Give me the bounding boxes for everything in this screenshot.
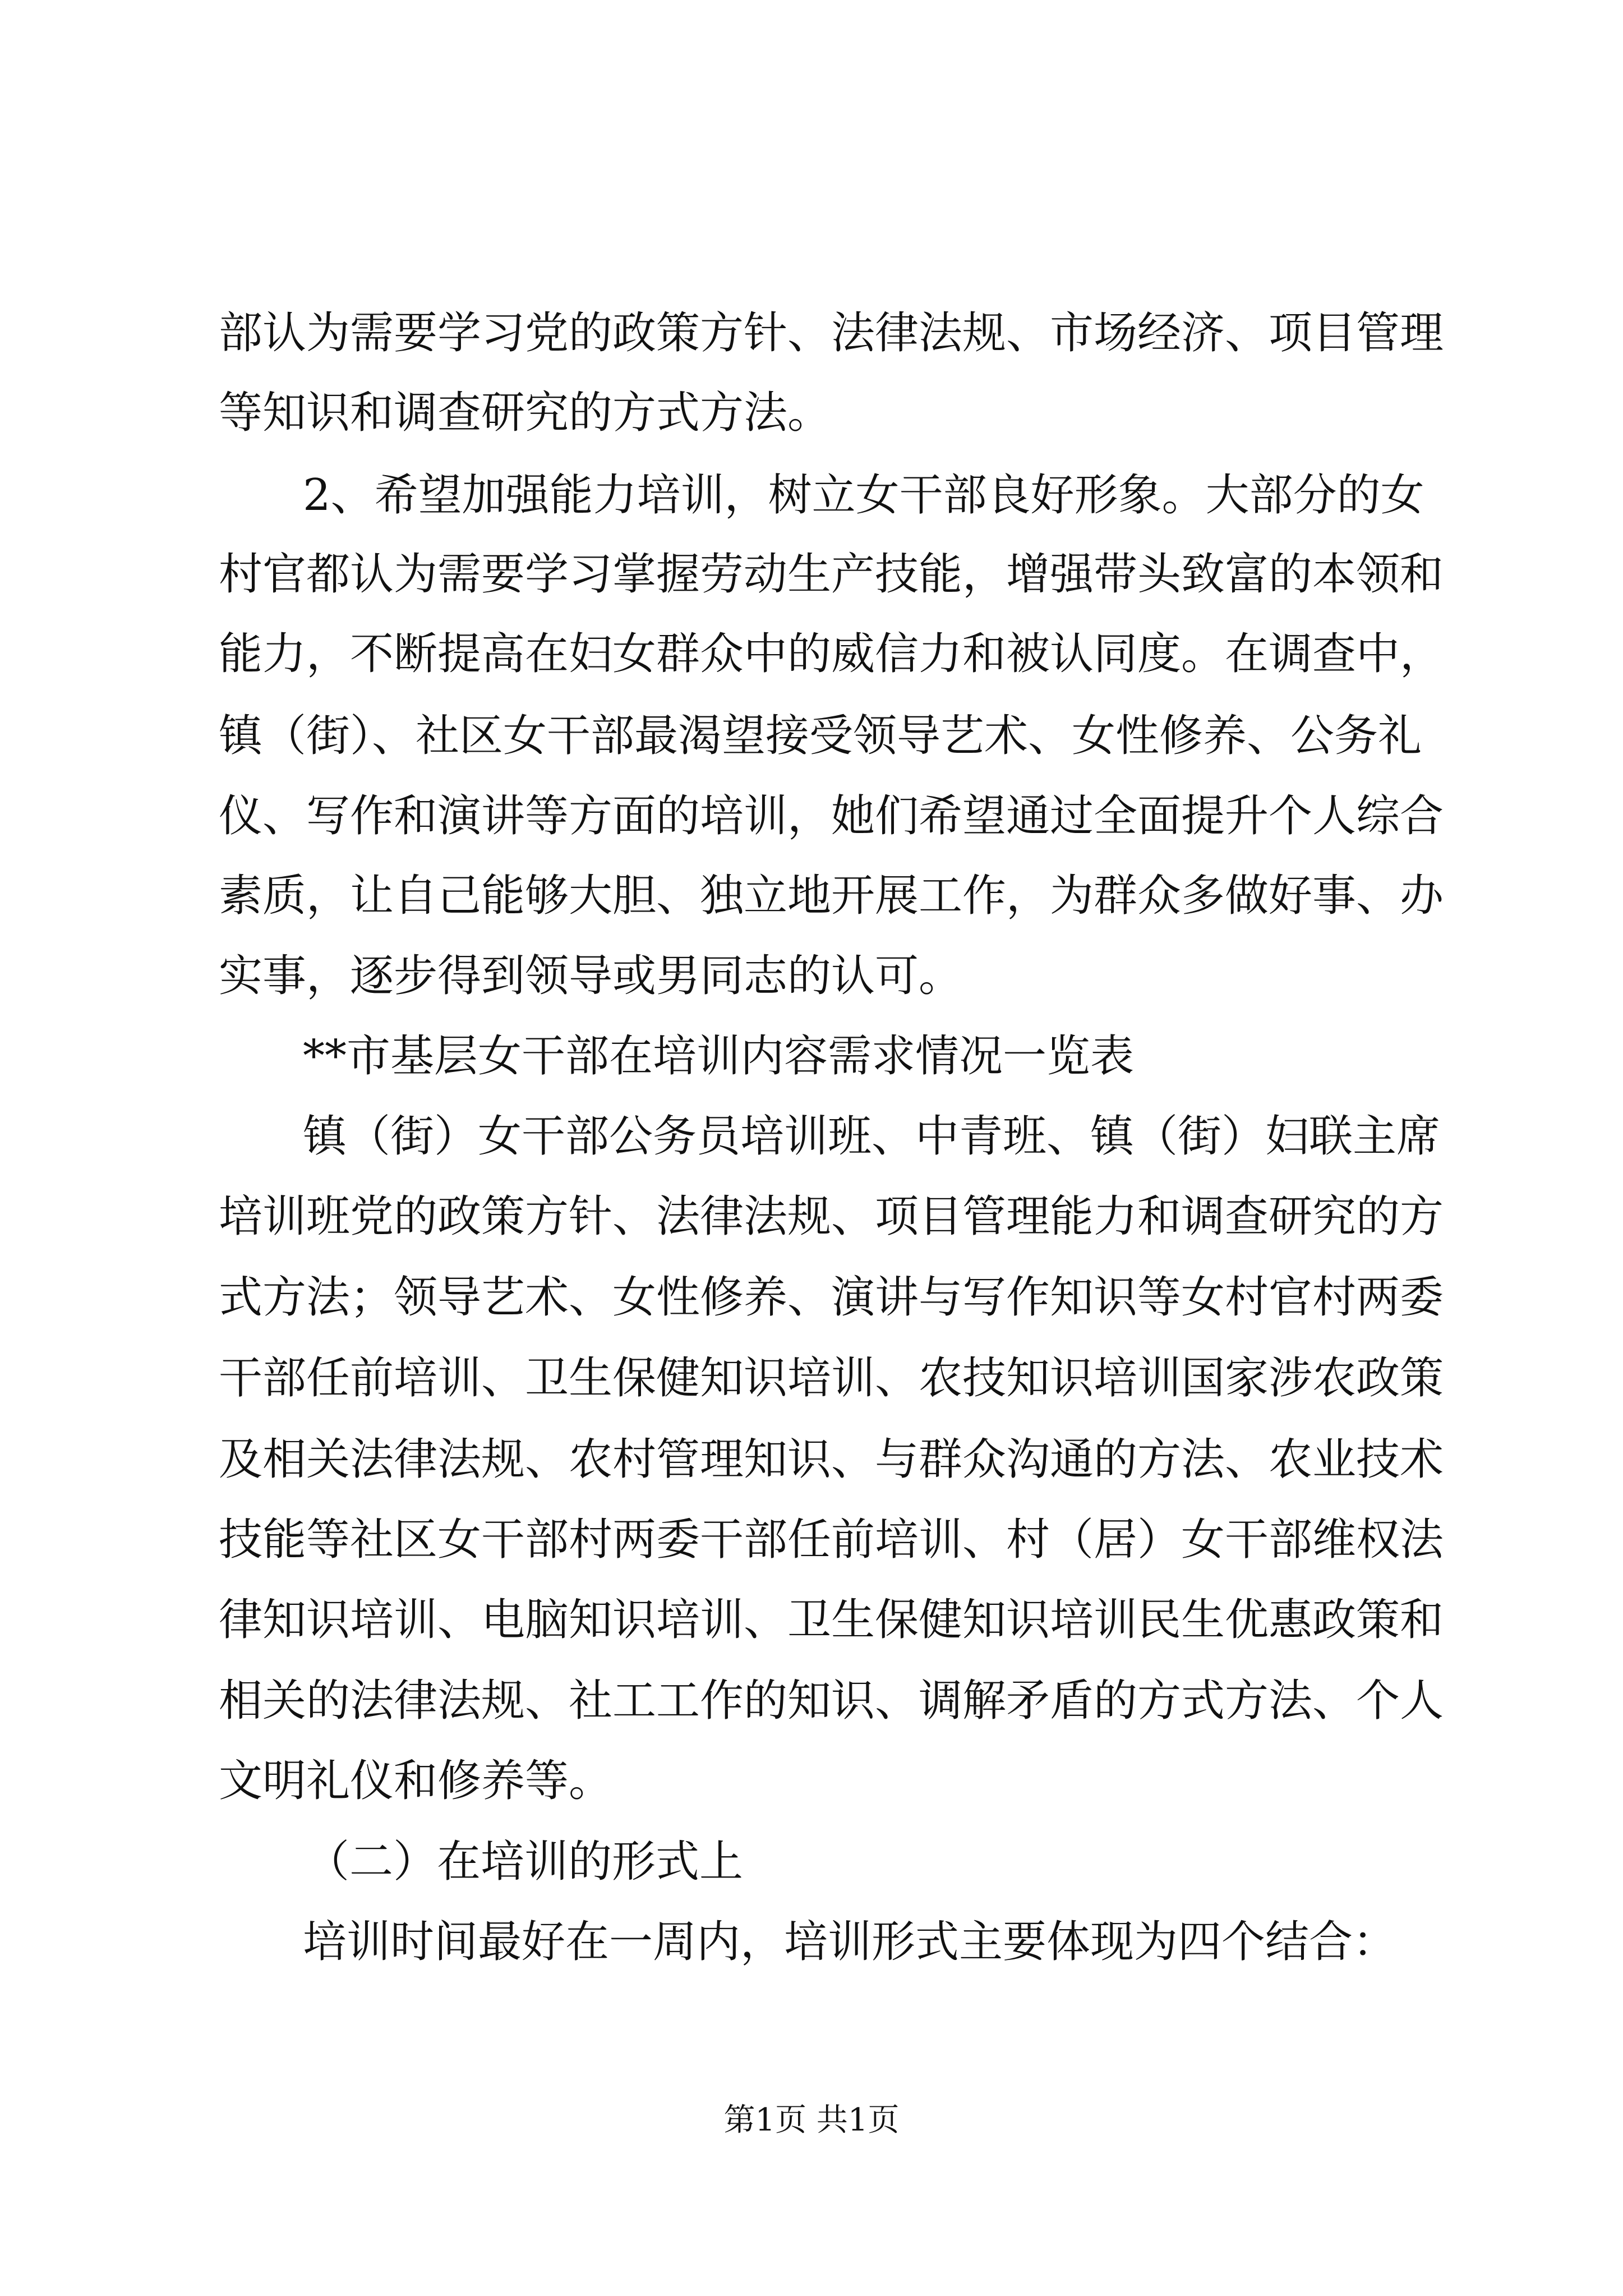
body-text-line: 律知识培训、电脑知识培训、卫生保健知识培训民生优惠政策和 (219, 1595, 1444, 1645)
body-text-line: 培训班党的政策方针、法律法规、项目管理能力和调查研究的方 (219, 1191, 1444, 1242)
body-text-line: 实事，逐步得到领导或男同志的认可。 (219, 951, 963, 1001)
page-footer: 第1页 共1页 (723, 2102, 900, 2138)
body-text-line: 镇（街）、社区女干部最渴望接受领导艺术、女性修养、公务礼 (219, 711, 1422, 761)
table-title-line: **市基层女干部在培训内容需求情况一览表 (303, 1031, 1135, 1082)
body-text-line: 式方法；领导艺术、女性修养、演讲与写作知识等女村官村两委 (219, 1272, 1444, 1323)
body-text-line: 部认为需要学习党的政策方针、法律法规、市场经济、项目管理 (219, 308, 1444, 358)
section-heading-line: （二）在培训的形式上 (306, 1837, 744, 1887)
body-text-line: 仪、写作和演讲等方面的培训，她们希望通过全面提升个人综合 (219, 791, 1444, 841)
body-text-line: 及相关法律法规、农村管理知识、与群众沟通的方法、农业技术 (219, 1434, 1444, 1485)
body-text-line: 培训时间最好在一周内，培训形式主要体现为四个结合： (303, 1917, 1397, 1967)
body-text-line: 等知识和调查研究的方式方法。 (219, 388, 832, 438)
body-text-line: 干部任前培训、卫生保健知识培训、农技知识培训国家涉农政策 (219, 1353, 1444, 1404)
body-text-line: 相关的法律法规、社工工作的知识、调解矛盾的方式方法、个人 (219, 1676, 1444, 1726)
body-text-line: 2、希望加强能力培训，树立女干部良好形象。大部分的女 (303, 470, 1424, 521)
body-text-line: 镇（街）女干部公务员培训班、中青班、镇（街）妇联主席 (303, 1111, 1441, 1162)
body-text-line: 村官都认为需要学习掌握劳动生产技能，增强带头致富的本领和 (219, 549, 1444, 600)
body-text-line: 素质，让自己能够大胆、独立地开展工作，为群众多做好事、办 (219, 871, 1444, 921)
body-text-line: 能力，不断提高在妇女群众中的威信力和被认同度。在调查中， (219, 629, 1444, 679)
body-text-line: 文明礼仪和修养等。 (219, 1756, 613, 1806)
body-text-line: 技能等社区女干部村两委干部任前培训、村（居）女干部维权法 (219, 1515, 1444, 1565)
